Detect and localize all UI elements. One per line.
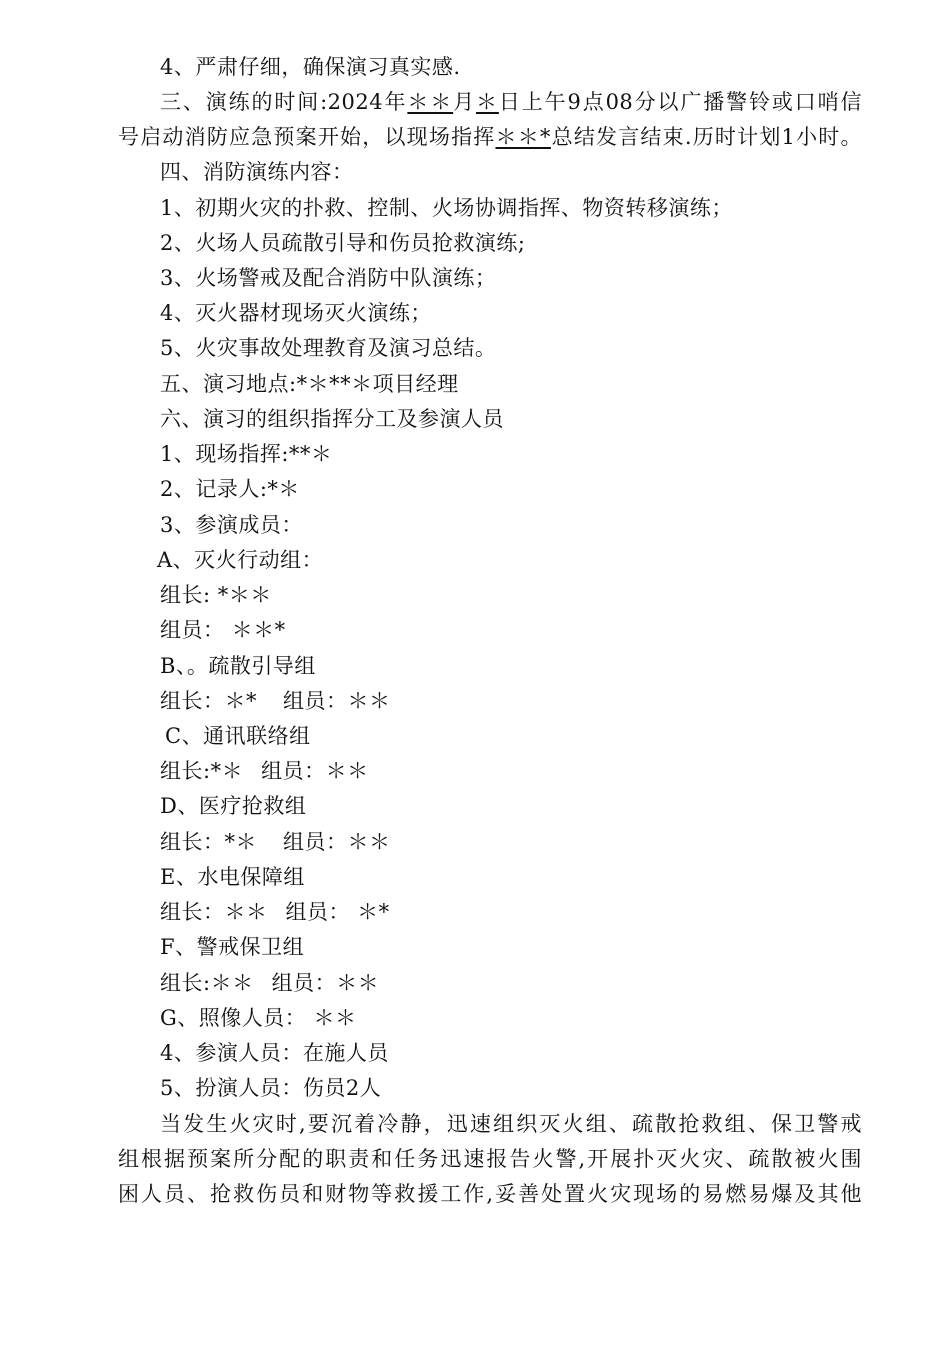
text: 五、演习地点:*＊**＊项目经理 bbox=[160, 372, 459, 396]
section-5-location bbox=[160, 369, 459, 399]
text: 月 bbox=[453, 90, 476, 114]
text: E、水电保障组 bbox=[160, 865, 305, 889]
group-d-roles bbox=[160, 827, 391, 857]
text: 日上午9点08分以广播警铃或口哨信 bbox=[498, 90, 862, 114]
group-a-leader bbox=[160, 580, 272, 610]
members-text: 组员：＊＊ bbox=[271, 971, 380, 995]
text: 四、消防演练内容： bbox=[160, 160, 354, 184]
text: 4、参演人员：在施人员 bbox=[160, 1041, 389, 1065]
text: 当发生火灾时,要沉着冷静，迅速组织灭火组、疏散抢救组、保卫警戒 bbox=[160, 1112, 862, 1136]
text: A、灭火行动组： bbox=[157, 548, 324, 572]
text: 2、火场人员疏散引导和伤员抢救演练; bbox=[160, 231, 526, 255]
text: 三、演练的时间:2024年 bbox=[160, 90, 408, 114]
group-f-heading bbox=[160, 932, 304, 962]
leader-text: 组长：＊＊ bbox=[160, 900, 268, 924]
leader-text: 组长：*＊ bbox=[160, 830, 257, 854]
participants-heading bbox=[160, 510, 303, 540]
group-d-heading bbox=[160, 791, 306, 821]
section-4-heading bbox=[160, 157, 354, 187]
group-b-heading bbox=[160, 651, 316, 681]
text: 组根据预案所分配的职责和任务迅速报告火警,开展扑灭火灾、疏散被火围 bbox=[118, 1147, 862, 1171]
recorder bbox=[160, 474, 300, 504]
leader-text: 组长:*＊ bbox=[160, 759, 244, 783]
text: 5、扮演人员：伤员2人 bbox=[160, 1076, 382, 1100]
members-text: 组员：＊＊ bbox=[283, 689, 391, 713]
fire-response-paragraph-line-3 bbox=[118, 1179, 862, 1209]
underlined-placeholder: ＊＊ bbox=[407, 90, 454, 114]
group-a-members bbox=[160, 615, 286, 645]
text: 1、初期火灾的扑救、控制、火场协调指挥、物资转移演练； bbox=[160, 196, 733, 220]
section-6-heading bbox=[160, 404, 504, 434]
content-item-2 bbox=[160, 228, 525, 258]
text: 1、现场指挥:**＊ bbox=[160, 442, 333, 466]
participating-staff bbox=[160, 1038, 389, 1068]
group-c-heading bbox=[165, 721, 311, 751]
text: 5、火灾事故处理教育及演习总结。 bbox=[160, 336, 497, 360]
text: 3、参演成员： bbox=[160, 513, 303, 537]
drill-requirement-4 bbox=[160, 52, 461, 82]
text: 总结发言结束.历时计划1小时。 bbox=[550, 125, 863, 149]
text: 4、严肃仔细，确保演习真实感. bbox=[160, 55, 461, 79]
text: 3、火场警戒及配合消防中队演练； bbox=[160, 266, 497, 290]
members-text: 组员： ＊* bbox=[285, 900, 390, 924]
text: 4、灭火器材现场灭火演练； bbox=[160, 301, 432, 325]
role-players bbox=[160, 1073, 381, 1103]
text: 2、记录人:*＊ bbox=[160, 477, 300, 501]
group-b-roles bbox=[160, 686, 391, 716]
site-commander bbox=[160, 439, 332, 469]
text: 号启动消防应急预案开始，以现场指挥 bbox=[118, 125, 496, 149]
fire-response-paragraph-line-2 bbox=[118, 1144, 862, 1174]
text: 困人员、抢救伤员和财物等救援工作,妥善处置火灾现场的易燃易爆及其他 bbox=[118, 1182, 862, 1206]
group-a-heading bbox=[157, 545, 323, 575]
content-item-5 bbox=[160, 333, 496, 363]
group-c-roles bbox=[160, 756, 369, 786]
section-3-drill-time bbox=[160, 87, 862, 117]
fire-response-paragraph-line-1 bbox=[160, 1109, 862, 1139]
content-item-3 bbox=[160, 263, 496, 293]
text: 六、演习的组织指挥分工及参演人员 bbox=[160, 407, 504, 431]
section-3-drill-time-cont bbox=[118, 122, 862, 152]
text: D、医疗抢救组 bbox=[160, 794, 307, 818]
underlined-placeholder: ＊＊* bbox=[495, 125, 551, 149]
text: 组员： ＊＊* bbox=[160, 618, 286, 642]
text: F、警戒保卫组 bbox=[160, 935, 305, 959]
members-text: 组员：＊＊ bbox=[283, 830, 391, 854]
content-item-4 bbox=[160, 298, 432, 328]
underlined-placeholder: ＊ bbox=[475, 90, 499, 114]
group-e-heading bbox=[160, 862, 305, 892]
leader-text: 组长:＊＊ bbox=[160, 971, 254, 995]
text: G、照像人员： ＊＊ bbox=[160, 1006, 357, 1030]
text: 组长: *＊＊ bbox=[160, 583, 272, 607]
text: B、。疏散引导组 bbox=[160, 654, 316, 678]
group-e-roles bbox=[160, 897, 390, 927]
members-text: 组员：＊＊ bbox=[261, 759, 369, 783]
content-item-1 bbox=[160, 193, 733, 223]
group-f-roles bbox=[160, 968, 379, 998]
group-g-photographer bbox=[160, 1003, 356, 1033]
leader-text: 组长：＊* bbox=[160, 689, 257, 713]
text: C、通讯联络组 bbox=[165, 724, 311, 748]
